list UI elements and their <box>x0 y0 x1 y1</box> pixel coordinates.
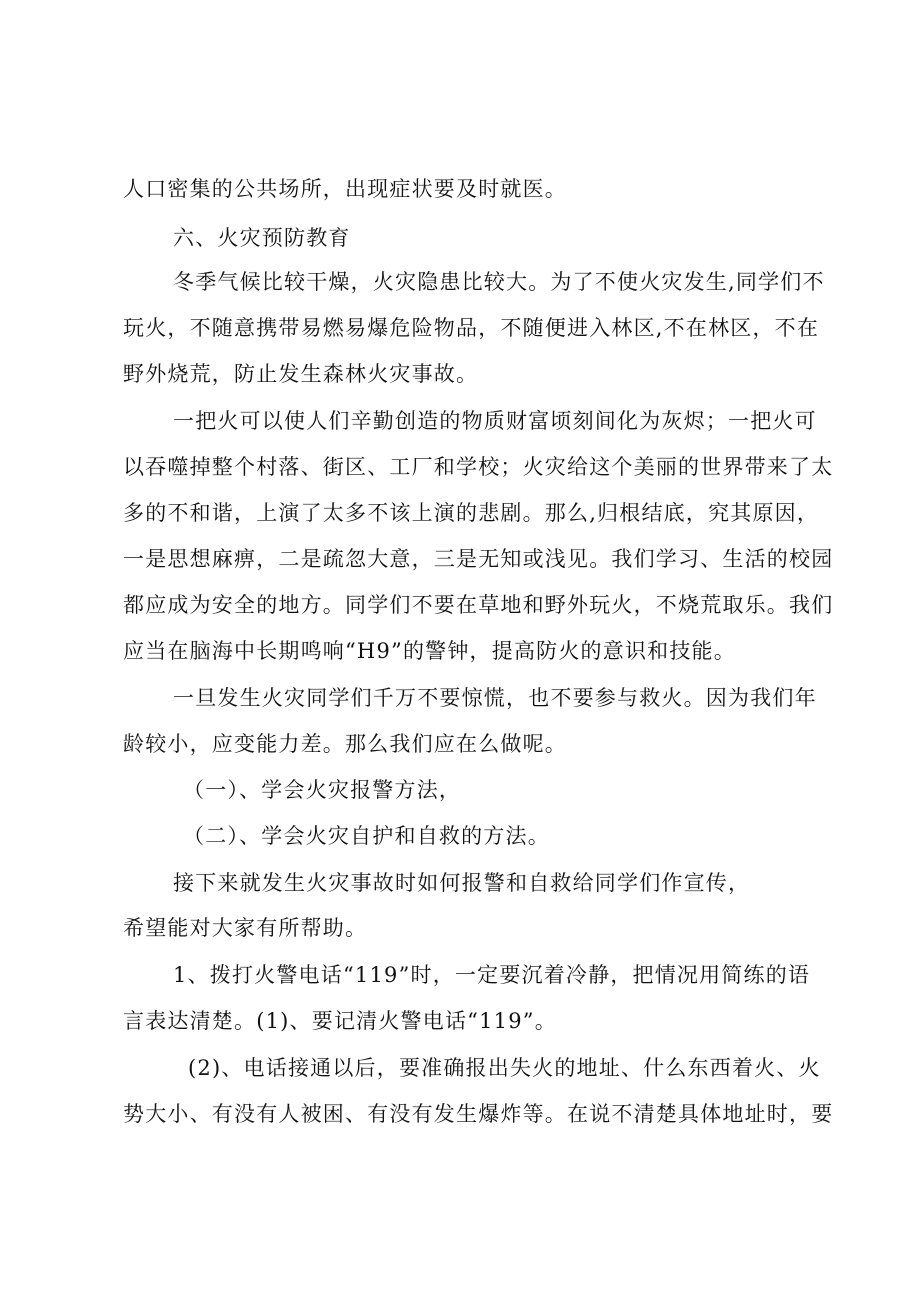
text-line: 都应成为安全的地方。同学们不要在草地和野外玩火，不烧荒取乐。我们 <box>123 593 834 617</box>
text-line: 多的不和谐，上演了太多不该上演的悲剧。那么,归根结底，究其原因， <box>123 501 820 525</box>
text-line: 人口密集的公共场所，出现症状要及时就医。 <box>123 177 567 201</box>
list-item: （二）、学会火灾自护和自救的方法。 <box>183 824 550 848</box>
text-line: 冬季气候比较干燥，火灾隐患比较大。为了不使火灾发生,同学们不 <box>173 270 825 294</box>
text-line: 玩火，不随意携带易燃易爆危险物品，不随便进入林区,不在林区，不在 <box>123 316 820 340</box>
text-line: 势大小、有没有人被困、有没有发生爆炸等。在说不清楚具体地址时，要 <box>123 1102 834 1126</box>
text-line: 接下来就发生火灾事故时如何报警和自救给同学们作宣传， <box>173 871 751 895</box>
list-item: （一）、学会火灾报警方法， <box>183 778 462 802</box>
text-line: 1、拨打火警电话“119”时，一定要沉着冷静，把情况用简练的语 <box>173 963 811 987</box>
text-line: 一旦发生火灾同学们千万不要惊慌，也不要参与救火。因为我们年 <box>173 686 817 710</box>
text-line: 一是思想麻痹，二是疏忽大意，三是无知或浅见。我们学习、生活的校园 <box>123 547 834 571</box>
text-line: 言表达清楚。(1)、要记清火警电话“119”。 <box>123 1009 557 1033</box>
section-heading: 六、火灾预防教育 <box>173 226 351 250</box>
text-line: 龄较小，应变能力差。那么我们应在么做呢。 <box>123 732 567 756</box>
text-line: 野外烧荒，防止发生森林火灾事故。 <box>123 362 479 386</box>
text-line: (2)、电话接通以后，要准确报出失火的地址、什么东西着火、火 <box>188 1056 821 1080</box>
text-line: 以吞噬掉整个村落、街区、工厂和学校；火灾给这个美丽的世界带来了太 <box>123 455 834 479</box>
text-line: 一把火可以使人们辛勤创造的物质财富顷刻间化为灰烬；一把火可 <box>173 409 817 433</box>
text-line: 应当在脑海中长期鸣响“H9”的警钟，提高防火的意识和技能。 <box>123 639 736 663</box>
text-line: 希望能对大家有所帮助。 <box>123 916 368 940</box>
